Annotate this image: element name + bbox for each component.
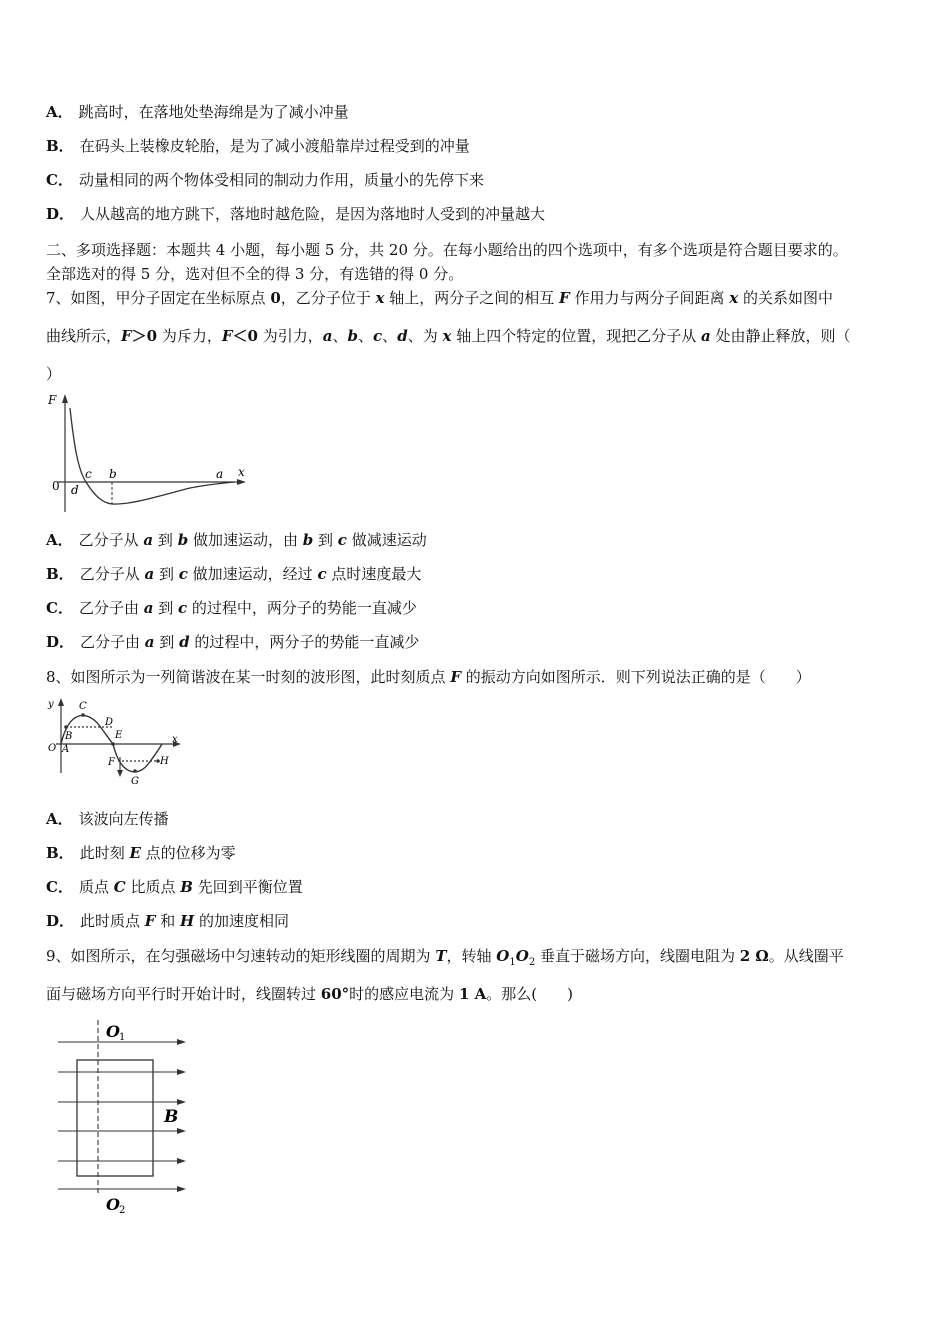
variable: d — [179, 633, 190, 651]
graph-label-c: c — [85, 467, 92, 481]
y-axis-arrow — [58, 698, 64, 706]
graph-label-a: a — [216, 467, 224, 481]
text: 的关系如图中 — [738, 289, 833, 307]
text: 做加速运动，由 — [188, 531, 303, 549]
text: 、 — [358, 327, 374, 345]
variable: a — [144, 633, 155, 651]
label-B-field: B — [164, 1107, 179, 1127]
q7-stem-line1 — [46, 288, 833, 308]
option-label: A． — [46, 810, 73, 828]
variable: O — [515, 947, 529, 965]
text: 的过程中，两分子的势能一直减少 — [189, 633, 420, 651]
q6-option-a — [46, 102, 349, 122]
section2-line1: 二、多项选择题：本题共 4 小题，每小题 5 分，共 20 分。在每小题给出的四个选项中，有多个选项是符合题目要求的。 — [46, 241, 848, 259]
option-label: C． — [46, 599, 73, 617]
variable: O — [496, 947, 510, 965]
option-text: 在码头上装橡皮轮胎，是为了减小渡船靠岸过程受到的冲量 — [79, 137, 470, 155]
variable: x — [442, 327, 452, 345]
text: 到 — [154, 565, 179, 583]
point-E-dot — [111, 742, 115, 746]
text: 和 — [155, 912, 180, 930]
graph-label-H: H — [160, 756, 169, 767]
variable: c — [317, 565, 327, 583]
q7-option-c — [46, 598, 417, 618]
variable: a — [143, 531, 154, 549]
text: 做减速运动 — [346, 531, 427, 549]
text: 乙分子从 — [79, 565, 145, 583]
force-curve — [70, 408, 234, 504]
text: ，乙分子位于 — [280, 289, 376, 307]
variable: F — [121, 327, 132, 345]
y-axis-arrow — [62, 394, 68, 403]
variable: c — [178, 599, 188, 617]
q7-option-d — [46, 632, 419, 652]
text: 时的感应电流为 — [349, 985, 459, 1003]
option-label: C． — [46, 878, 73, 896]
q6-option-b — [46, 136, 470, 156]
arrow-right-icon — [177, 1186, 186, 1192]
graph-label-origin: 0 — [52, 479, 60, 493]
q8-option-c — [46, 877, 303, 897]
q8-option-b — [46, 843, 236, 863]
graph-label-b: b — [109, 467, 117, 481]
option-label: C． — [46, 171, 73, 189]
point-C-dot — [81, 713, 85, 717]
text: 轴上，两分子之间的相互 — [384, 289, 560, 307]
variable: d — [397, 327, 408, 345]
text: 质点 — [78, 878, 114, 896]
text: 作用力与两分子间距离 — [569, 289, 730, 307]
x-axis-arrow — [237, 479, 246, 485]
graph-label-A: A — [62, 744, 70, 755]
variable: a — [700, 327, 711, 345]
label-O1-subscript: 1 — [119, 1032, 126, 1043]
q8-option-d — [46, 911, 289, 931]
q7-option-a — [46, 530, 427, 550]
text: 。那么( ) — [486, 985, 573, 1003]
variable: F — [144, 912, 156, 930]
text: 到 — [313, 531, 338, 549]
text: 9、如图所示，在匀强磁场中匀速转动的矩形线圈的周期为 — [46, 947, 436, 965]
text: 到 — [153, 531, 178, 549]
text: 曲线所示， — [46, 327, 122, 345]
text: 比质点 — [125, 878, 181, 896]
text: 乙分子由 — [78, 599, 144, 617]
graph-label-F: F — [108, 757, 115, 768]
text: 的过程中，两分子的势能一直减少 — [187, 599, 417, 617]
q8-wave-graph — [42, 695, 187, 790]
subscript: 2 — [528, 957, 536, 968]
text: 处由静止释放，则（ — [710, 327, 851, 345]
graph-label-G: G — [131, 776, 139, 787]
label-O2-subscript: 2 — [119, 1205, 126, 1216]
variable: T — [435, 947, 447, 965]
graph-label-D: D — [105, 717, 114, 728]
graph-label-B: B — [65, 731, 73, 742]
option-label: D． — [46, 633, 75, 651]
q8-option-a — [46, 809, 169, 829]
variable: F — [450, 668, 461, 686]
graph-label-y: y — [48, 699, 54, 710]
option-text: 动量相同的两个物体受相同的制动力作用，质量小的先停下来 — [78, 171, 484, 189]
label-O2: O — [106, 1195, 120, 1214]
option-text: 跳高时，在落地处垫海绵是为了减小冲量 — [78, 103, 349, 121]
option-label: D． — [46, 205, 75, 223]
text: 先回到平衡位置 — [192, 878, 303, 896]
text: 、 — [332, 327, 348, 345]
graph-label-x: x — [238, 465, 245, 479]
point-B-dot — [64, 725, 68, 729]
q8-stem-line1 — [46, 667, 811, 687]
graph-label-C: C — [79, 701, 87, 712]
arrow-right-icon — [177, 1158, 186, 1164]
rectangular-coil — [77, 1060, 153, 1176]
q6-option-d — [46, 204, 545, 224]
graph-label-x: x — [172, 734, 178, 745]
arrow-right-icon — [177, 1099, 186, 1105]
text: 此时刻 — [79, 844, 130, 862]
variable: x — [375, 289, 385, 307]
q6-option-c — [46, 170, 484, 190]
text: ＜0 — [232, 327, 258, 345]
option-label: D． — [46, 912, 75, 930]
graph-label-F: F — [48, 393, 57, 407]
text: 2 Ω — [739, 947, 769, 965]
text: 的加速度相同 — [194, 912, 289, 930]
option-label: B． — [46, 565, 74, 583]
variable: B — [180, 878, 193, 896]
text: 点的位移为零 — [140, 844, 236, 862]
text: ＞0 — [131, 327, 158, 345]
point-F-arrowhead — [117, 770, 123, 777]
arrow-right-icon — [177, 1128, 186, 1134]
variable: C — [113, 878, 126, 896]
text: 8、如图所示为一列简谐波在某一时刻的波形图，此时刻质点 — [46, 668, 451, 686]
text: 、 — [382, 327, 398, 345]
q9-coil-diagram — [52, 1018, 202, 1218]
text: 此时质点 — [80, 912, 145, 930]
text: 点时速度最大 — [326, 565, 422, 583]
q9-stem-line1 — [46, 946, 844, 973]
text: 该波向左传播 — [78, 810, 169, 828]
text: 0 — [270, 289, 281, 307]
label-O1: O — [106, 1022, 120, 1041]
q7-option-b — [46, 564, 421, 584]
q9-stem-line2 — [46, 984, 573, 1004]
text: 为引力， — [257, 327, 323, 345]
arrow-right-icon — [177, 1039, 186, 1045]
arrow-right-icon — [177, 1069, 186, 1075]
variable: b — [347, 327, 359, 345]
text: 到 — [154, 633, 180, 651]
variable: a — [144, 565, 155, 583]
variable: c — [337, 531, 347, 549]
text: 乙分子从 — [78, 531, 144, 549]
graph-label-d: d — [71, 483, 79, 497]
variable: E — [129, 844, 141, 862]
q7-stem-line2 — [46, 326, 850, 346]
option-label: A． — [46, 531, 73, 549]
option-label: A． — [46, 103, 73, 121]
text: 为斥力， — [157, 327, 222, 345]
variable: a — [143, 599, 154, 617]
text: 、为 — [407, 327, 443, 345]
text: 面与磁场方向平行时开始计时，线圈转过 — [46, 985, 321, 1003]
graph-label-O: O — [48, 743, 57, 754]
text: 到 — [153, 599, 179, 617]
variable: b — [302, 531, 314, 549]
text: ，转轴 — [446, 947, 497, 965]
option-label: B． — [46, 844, 74, 862]
option-label: B． — [46, 137, 74, 155]
text: 7、如图，甲分子固定在坐标原点 — [46, 289, 271, 307]
text: 垂直于磁场方向，线圈电阻为 — [535, 947, 740, 965]
variable: c — [373, 327, 383, 345]
variable: a — [322, 327, 333, 345]
variable: c — [178, 565, 188, 583]
variable: b — [177, 531, 189, 549]
variable: H — [180, 912, 195, 930]
subscript: 1 — [509, 957, 516, 968]
q7-force-graph — [40, 390, 255, 515]
point-G-dot — [133, 769, 137, 773]
variable: F — [221, 327, 233, 345]
q7-stem-line3: ） — [46, 365, 62, 383]
variable: F — [559, 289, 570, 307]
text: 轴上四个特定的位置，现把乙分子从 — [451, 327, 701, 345]
text: 60° — [320, 985, 350, 1003]
text: 乙分子由 — [80, 633, 145, 651]
graph-label-E: E — [115, 730, 123, 741]
text: 做加速运动，经过 — [187, 565, 318, 583]
text: 。从线圈平 — [768, 947, 844, 965]
variable: x — [729, 289, 739, 307]
option-text: 人从越高的地方跳下，落地时越危险，是因为落地时人受到的冲量越大 — [80, 205, 546, 223]
text: 1 A — [458, 985, 487, 1003]
text: 的振动方向如图所示．则下列说法正确的是（ ） — [460, 668, 811, 686]
section2-line2: 全部选对的得 5 分，选对但不全的得 3 分，有选错的得 0 分。 — [46, 265, 464, 283]
